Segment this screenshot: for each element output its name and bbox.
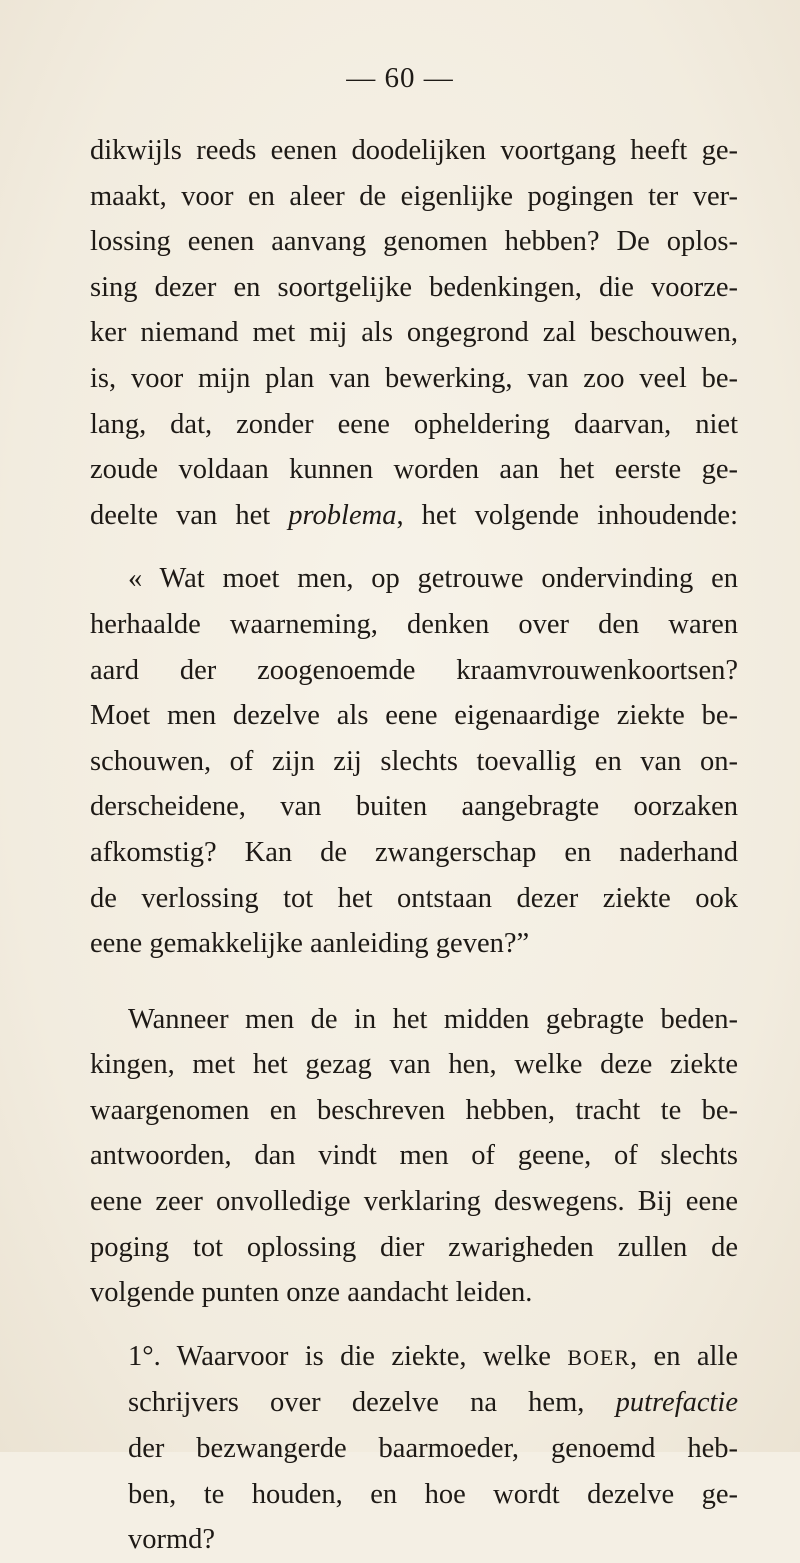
text-line: lang, dat, zonder eene opheldering daarvan, niet: [90, 408, 738, 440]
text-line: [90, 493, 738, 539]
paragraph-2-quotation: [90, 556, 738, 966]
text-line: de verlossing tot het ontstaan dezer ziekte ook: [90, 882, 738, 914]
text-line: [90, 1380, 738, 1426]
text-line: schouwen, of zijn zij slechts toevallig en van on-: [90, 745, 738, 777]
text-line: ker niemand met mij als ongegrond zal beschouwen,: [90, 317, 738, 349]
smallcaps-name-boer: BOER: [567, 1344, 631, 1370]
text-line: zoude voldaan kunnen worden aan het eerste ge-: [90, 454, 738, 486]
text-line: sing dezer en soortgelijke bedenkingen, die voorze-: [90, 271, 738, 303]
text-line: vormd?: [128, 1524, 216, 1556]
text-line: dikwijls reeds eenen doodelijken voortgang heeft ge-: [90, 135, 738, 166]
paragraph-1: [90, 128, 738, 538]
text-line: Moet men dezelve als eene eigenaardige ziekte be-: [90, 700, 738, 732]
text-line: herhaalde waarneming, denken over den waren: [90, 608, 738, 640]
text-line: ben, te houden, en hoe wordt dezelve ge-: [128, 1478, 738, 1510]
text-line: Wanneer men de in het midden gebragte beden-: [128, 1003, 738, 1035]
text-line: « Wat moet men, op getrouwe ondervinding en: [128, 563, 738, 595]
text-line: volgende punten onze aandacht leiden.: [90, 1277, 533, 1309]
text-line: is, voor mijn plan van bewerking, van zoo veel be-: [90, 362, 738, 394]
text-line: antwoorden, dan vindt men of geene, of slechts: [90, 1140, 738, 1172]
italic-term-problema: problema: [288, 499, 397, 531]
text-line: aard der zoogenoemde kraamvrouwenkoortsen?: [90, 654, 738, 686]
text-fragment: deelte van het: [90, 499, 289, 531]
text-fragment: 1°. Waarvoor is die ziekte, welke: [128, 1340, 568, 1372]
text-line: maakt, voor en aleer de eigenlijke pogingen ter ver-: [90, 180, 738, 212]
text-fragment: schrijvers over dezelve na hem,: [128, 1387, 616, 1419]
text-line: afkomstig? Kan de zwangerschap en naderhand: [90, 836, 738, 868]
italic-term-putrefactie: putrefactie: [615, 1387, 738, 1419]
text-line: derscheidene, van buiten aangebragte oorzaken: [90, 791, 738, 823]
paragraph-3: [90, 997, 738, 1316]
text-line: eene zeer onvolledige verklaring deswegens. Bij eene: [90, 1186, 738, 1218]
text-line: waargenomen en beschreven hebben, tracht te be-: [90, 1094, 738, 1126]
paragraph-4-item-1: [90, 1334, 738, 1563]
text-fragment: , het volgende inhoudende:: [396, 499, 738, 531]
body-text: [90, 128, 738, 1563]
text-fragment: , en alle: [630, 1340, 738, 1372]
text-line: lossing eenen aanvang genomen hebben? De oplos-: [90, 226, 738, 258]
text-line: eene gemakkelijke aanleiding geven?”: [90, 928, 530, 960]
text-line: [90, 1334, 738, 1381]
text-line: kingen, met het gezag van hen, welke deze ziekte: [90, 1049, 738, 1081]
page-number: — 60 —: [346, 62, 454, 94]
text-line: der bezwangerde baarmoeder, genoemd heb-: [128, 1433, 738, 1465]
text-line: poging tot oplossing dier zwarigheden zullen de: [90, 1231, 738, 1263]
